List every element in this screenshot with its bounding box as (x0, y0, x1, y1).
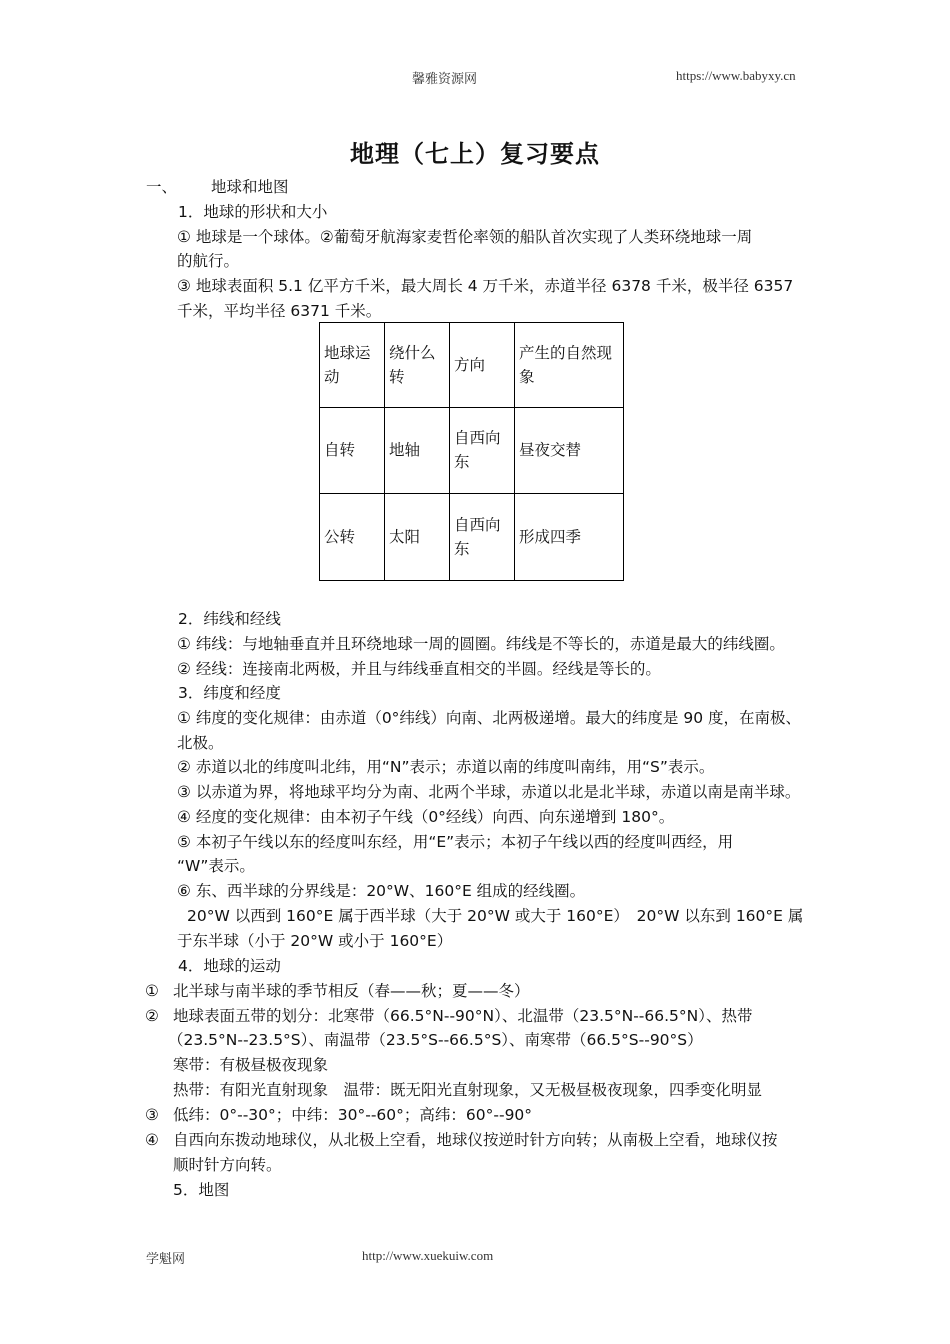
text-line: ④ 经度的变化规律：由本初子午线（0°经线）向西、向东递增到 180°。 (177, 808, 675, 826)
table-header-cell: 地球运动 (320, 323, 385, 408)
text-line: 热带：有阳光直射现象 温带：既无阳光直射现象，又无极昼极夜现象，四季变化明显 (173, 1081, 763, 1099)
subsection-heading: 3．纬度和经度 (178, 684, 281, 702)
text-line: ③ 以赤道为界，将地球平均分为南、北两个半球，赤道以北是北半球，赤道以南是南半球。 (177, 783, 801, 801)
table-header-cell: 绕什么转 (385, 323, 450, 408)
subsection-heading: 4．地球的运动 (178, 957, 281, 975)
table-cell: 自转 (320, 407, 385, 494)
text-line: ⑤ 本初子午线以东的经度叫东经，用“E”表示；本初子午线以西的经度叫西经，用 (177, 833, 734, 851)
text-line: ② 经线：连接南北两极，并且与纬线垂直相交的半圆。经线是等长的。 (177, 660, 661, 678)
table-row (320, 494, 624, 581)
header-site: 馨雅资源网 (412, 71, 478, 86)
section-heading: 地球和地图 (211, 178, 289, 196)
text-line: （23.5°N--23.5°S）、南温带（23.5°S--66.5°S）、南寒带（66.5°S--90°S） (168, 1031, 703, 1049)
list-number: ② (145, 1007, 159, 1025)
text-line: 的航行。 (177, 252, 240, 270)
table-header-cell: 产生的自然现象 (515, 323, 624, 408)
header-url[interactable]: https://www.babyxy.cn (676, 68, 796, 83)
table-header-row (320, 323, 624, 408)
text-line: ⑥ 东、西半球的分界线是：20°W、160°E 组成的经线圈。 (177, 882, 586, 900)
section-marker: 一、 (146, 178, 178, 196)
earth-motion-table (319, 322, 624, 581)
list-number: ③ (145, 1106, 159, 1124)
text-line: 20°W 以西到 160°E 属于西半球（大于 20°W 或大于 160°E） 20°W 以东到 160°E 属 (187, 907, 804, 925)
text-line: 寒带：有极昼极夜现象 (173, 1056, 329, 1074)
list-number: ④ (145, 1131, 159, 1149)
table-cell: 形成四季 (515, 494, 624, 581)
text-line: 低纬：0°--30°；中纬：30°--60°；高纬：60°--90° (173, 1106, 533, 1124)
text-line: 顺时针方向转。 (173, 1156, 282, 1174)
text-line: ② 赤道以北的纬度叫北纬，用“N”表示；赤道以南的纬度叫南纬，用“S”表示。 (177, 758, 715, 776)
subsection-heading: 1．地球的形状和大小 (178, 203, 328, 221)
table-cell: 自西向东 (450, 407, 515, 494)
table-cell: 公转 (320, 494, 385, 581)
table-row (320, 407, 624, 494)
text-line: ③ 地球表面积 5.1 亿平方千米，最大周长 4 万千米，赤道半径 6378 千米，极半径 6357 (177, 277, 794, 295)
subsection-heading: 5．地图 (173, 1181, 230, 1199)
text-line: ① 纬线：与地轴垂直并且环绕地球一周的圆圈。纬线是不等长的，赤道是最大的纬线圈。 (177, 635, 785, 653)
text-line: 自西向东拨动地球仪，从北极上空看，地球仪按逆时针方向转；从南极上空看，地球仪按 (173, 1131, 778, 1149)
table-cell: 自西向东 (450, 494, 515, 581)
footer-url[interactable]: http://www.xuekuiw.com (362, 1248, 494, 1263)
table-cell: 地轴 (385, 407, 450, 494)
footer-site: 学魁网 (146, 1251, 186, 1266)
text-line: 于东半球（小于 20°W 或小于 160°E） (177, 932, 453, 950)
text-line: 千米，平均半径 6371 千米。 (177, 302, 382, 320)
subsection-heading: 2．纬线和经线 (178, 610, 281, 628)
text-line: ① 纬度的变化规律：由赤道（0°纬线）向南、北两极递增。最大的纬度是 90 度，在南极、 (177, 709, 802, 727)
text-line: 地球表面五带的划分：北寒带（66.5°N--90°N）、北温带（23.5°N--66.5°N）、热带 (173, 1007, 753, 1025)
list-number: ① (145, 982, 159, 1000)
table-cell: 太阳 (385, 494, 450, 581)
text-line: ① 地球是一个球体。②葡萄牙航海家麦哲伦率领的船队首次实现了人类环绕地球一周 (177, 228, 753, 246)
text-line: 北极。 (177, 734, 224, 752)
text-line: 北半球与南半球的季节相反（春——秋；夏——冬） (173, 982, 530, 1000)
text-line: “W”表示。 (177, 857, 255, 875)
table-cell: 昼夜交替 (515, 407, 624, 494)
table-header-cell: 方向 (450, 323, 515, 408)
page-title: 地理（七上）复习要点 (350, 140, 600, 168)
